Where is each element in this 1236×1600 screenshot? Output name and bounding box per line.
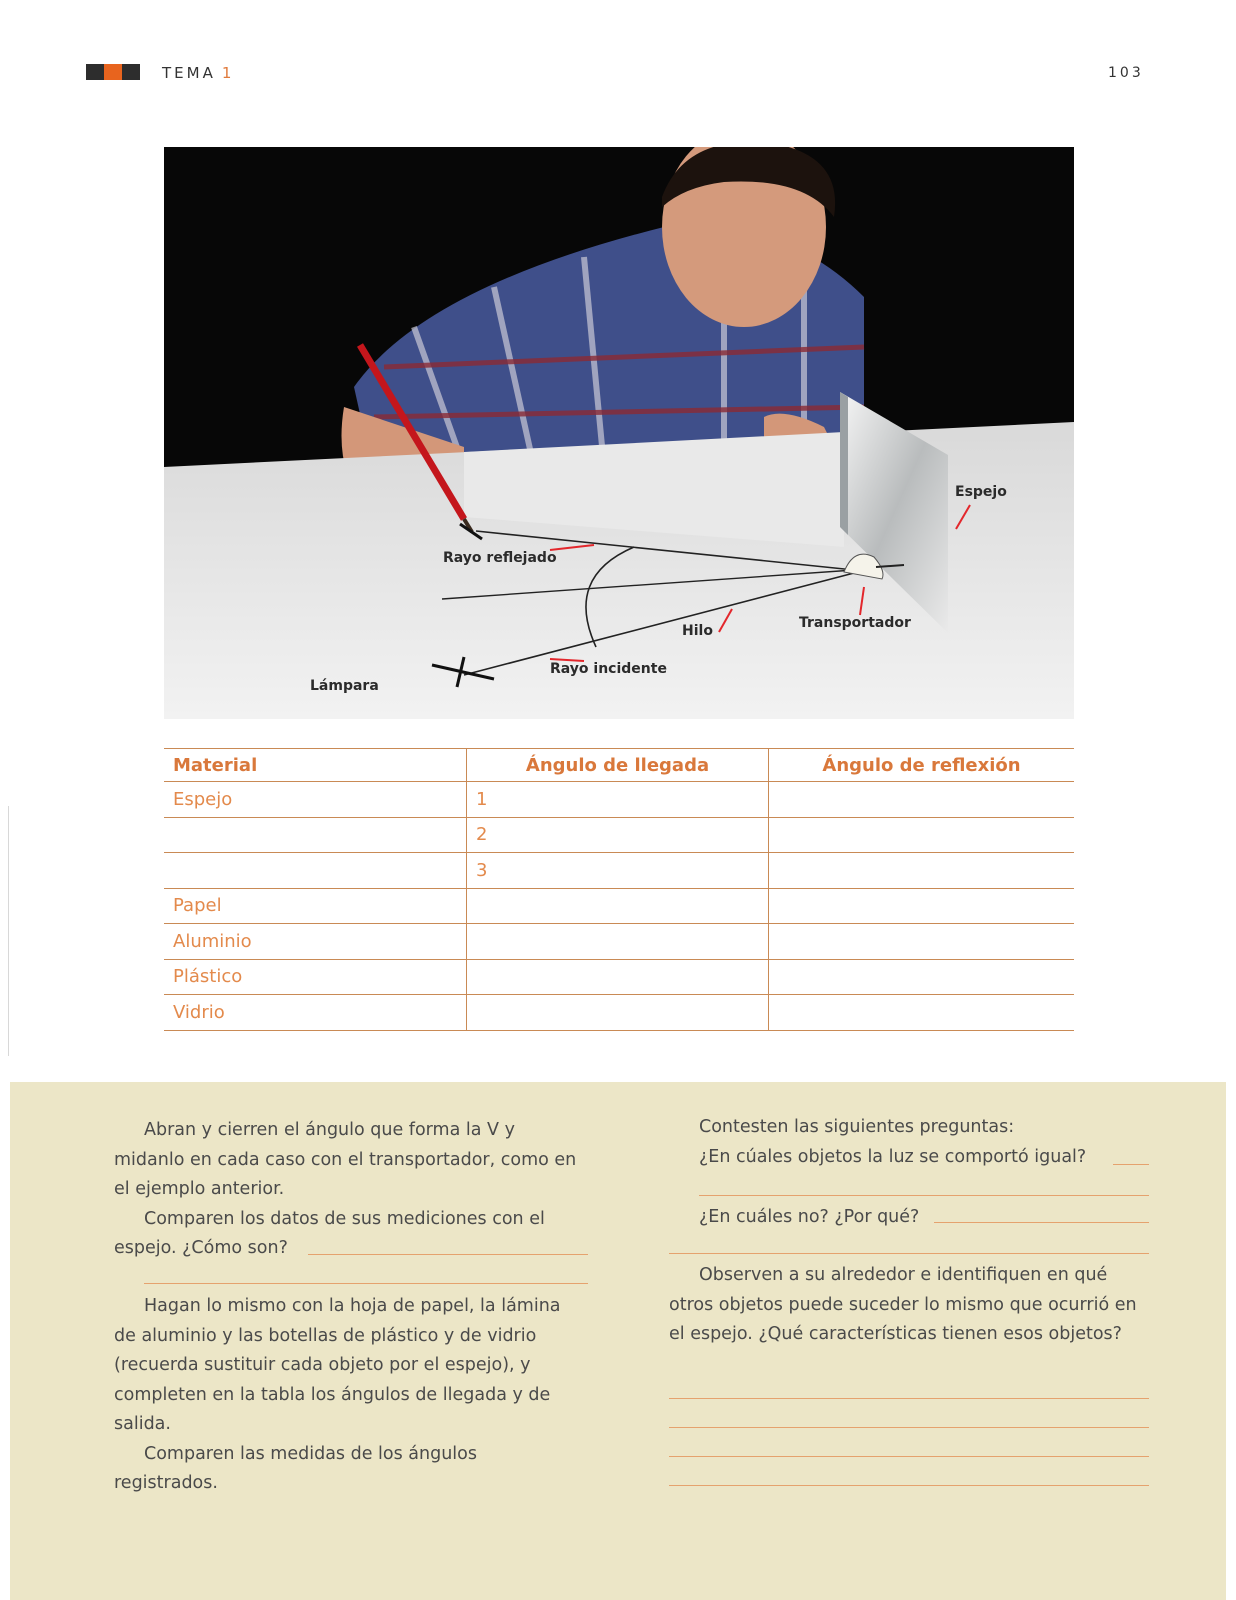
cell-reflexion[interactable]: [769, 782, 1074, 817]
cell-llegada[interactable]: [467, 960, 769, 995]
cell-reflexion[interactable]: [769, 924, 1074, 959]
left-column: [114, 1116, 584, 1264]
header-angulo-llegada: Ángulo de llegada: [467, 749, 769, 781]
cell-material: Aluminio: [164, 924, 467, 959]
cell-material: Espejo: [164, 782, 467, 817]
section-title: [162, 64, 234, 82]
margin-rule: [8, 806, 9, 1056]
section-number: 1: [221, 64, 235, 82]
paragraph-observe: Observen a su alrededor e identifiquen en qué otros objetos puede suceder lo mismo que ocurrió en el espejo. ¿Qué características tienen esos objetos?: [669, 1265, 1137, 1344]
header-material: Material: [164, 749, 467, 781]
cell-llegada[interactable]: [467, 995, 769, 1030]
paragraph-questions-intro: Contesten las siguientes preguntas:: [699, 1117, 1015, 1137]
answer-line[interactable]: [669, 1485, 1149, 1486]
cell-llegada[interactable]: [467, 889, 769, 924]
cell-reflexion[interactable]: [769, 960, 1074, 995]
label-lampara: Lámpara: [310, 678, 379, 694]
table-row: [164, 924, 1074, 960]
page-number: 103: [1108, 65, 1144, 81]
paragraph-measure: Abran y cierren el ángulo que forma la V y midanlo en cada caso con el transportador, como en el ejemplo anterior.: [114, 1120, 577, 1199]
label-rayo-reflejado: Rayo reflejado: [443, 550, 557, 566]
label-rayo-incidente: Rayo incidente: [550, 661, 667, 677]
header-block-1: [86, 64, 104, 80]
cell-llegada[interactable]: [467, 924, 769, 959]
left-column-lower: [114, 1292, 584, 1499]
cell-material: Vidrio: [164, 995, 467, 1030]
cell-llegada[interactable]: 1: [467, 782, 769, 817]
angles-table: [164, 748, 1074, 1031]
header-color-blocks: [86, 64, 140, 80]
answer-line[interactable]: [1113, 1164, 1149, 1165]
cell-reflexion[interactable]: [769, 995, 1074, 1030]
cell-llegada[interactable]: 2: [467, 818, 769, 853]
right-column: [669, 1113, 1149, 1172]
cell-reflexion[interactable]: [769, 889, 1074, 924]
answer-line[interactable]: [669, 1398, 1149, 1399]
cell-material: Plástico: [164, 960, 467, 995]
label-espejo: Espejo: [955, 484, 1007, 500]
question-same: ¿En cúales objetos la luz se comportó igual?: [699, 1146, 1087, 1167]
table-row: [164, 960, 1074, 996]
answer-line[interactable]: [669, 1456, 1149, 1457]
cell-material: [164, 853, 467, 888]
cell-material: [164, 818, 467, 853]
answer-line[interactable]: [934, 1222, 1149, 1223]
question-different: ¿En cuáles no? ¿Por qué?: [699, 1207, 920, 1227]
cell-llegada[interactable]: 3: [467, 853, 769, 888]
cell-material: Papel: [164, 889, 467, 924]
paragraph-compare-angles: Comparen las medidas de los ángulos registrados.: [114, 1443, 477, 1493]
table-row: [164, 889, 1074, 925]
answer-line[interactable]: [669, 1427, 1149, 1428]
table-header-row: [164, 748, 1074, 782]
header-angulo-reflexion: Ángulo de reflexión: [822, 754, 1021, 776]
answer-line[interactable]: [308, 1254, 588, 1255]
paragraph-compare: Comparen los datos de sus mediciones con el espejo. ¿Cómo son?: [114, 1208, 545, 1258]
label-transportador: Transportador: [799, 615, 911, 631]
paragraph-repeat: Hagan lo mismo con la hoja de papel, la lámina de aluminio y las botellas de plástico y de vidrio (recuerda sustituir cada objeto por el espejo), y completen en la tabla los ángulos de llegada y de salida.: [114, 1296, 561, 1434]
table-row: [164, 853, 1074, 889]
header-block-2: [104, 64, 122, 80]
header-block-3: [122, 64, 140, 80]
right-question-2: [669, 1203, 1149, 1233]
experiment-illustration: [164, 147, 1074, 719]
table-row: [164, 818, 1074, 854]
answer-line[interactable]: [699, 1195, 1149, 1196]
experiment-photo: [164, 147, 1074, 719]
section-label: TEMA: [162, 64, 216, 82]
table-row: [164, 782, 1074, 818]
right-column-lower: [669, 1261, 1149, 1350]
cell-reflexion[interactable]: [769, 818, 1074, 853]
label-hilo: Hilo: [682, 623, 713, 639]
cell-reflexion[interactable]: [769, 853, 1074, 888]
table-row: [164, 995, 1074, 1031]
answer-line[interactable]: [669, 1253, 1149, 1254]
answer-line[interactable]: [144, 1283, 588, 1284]
